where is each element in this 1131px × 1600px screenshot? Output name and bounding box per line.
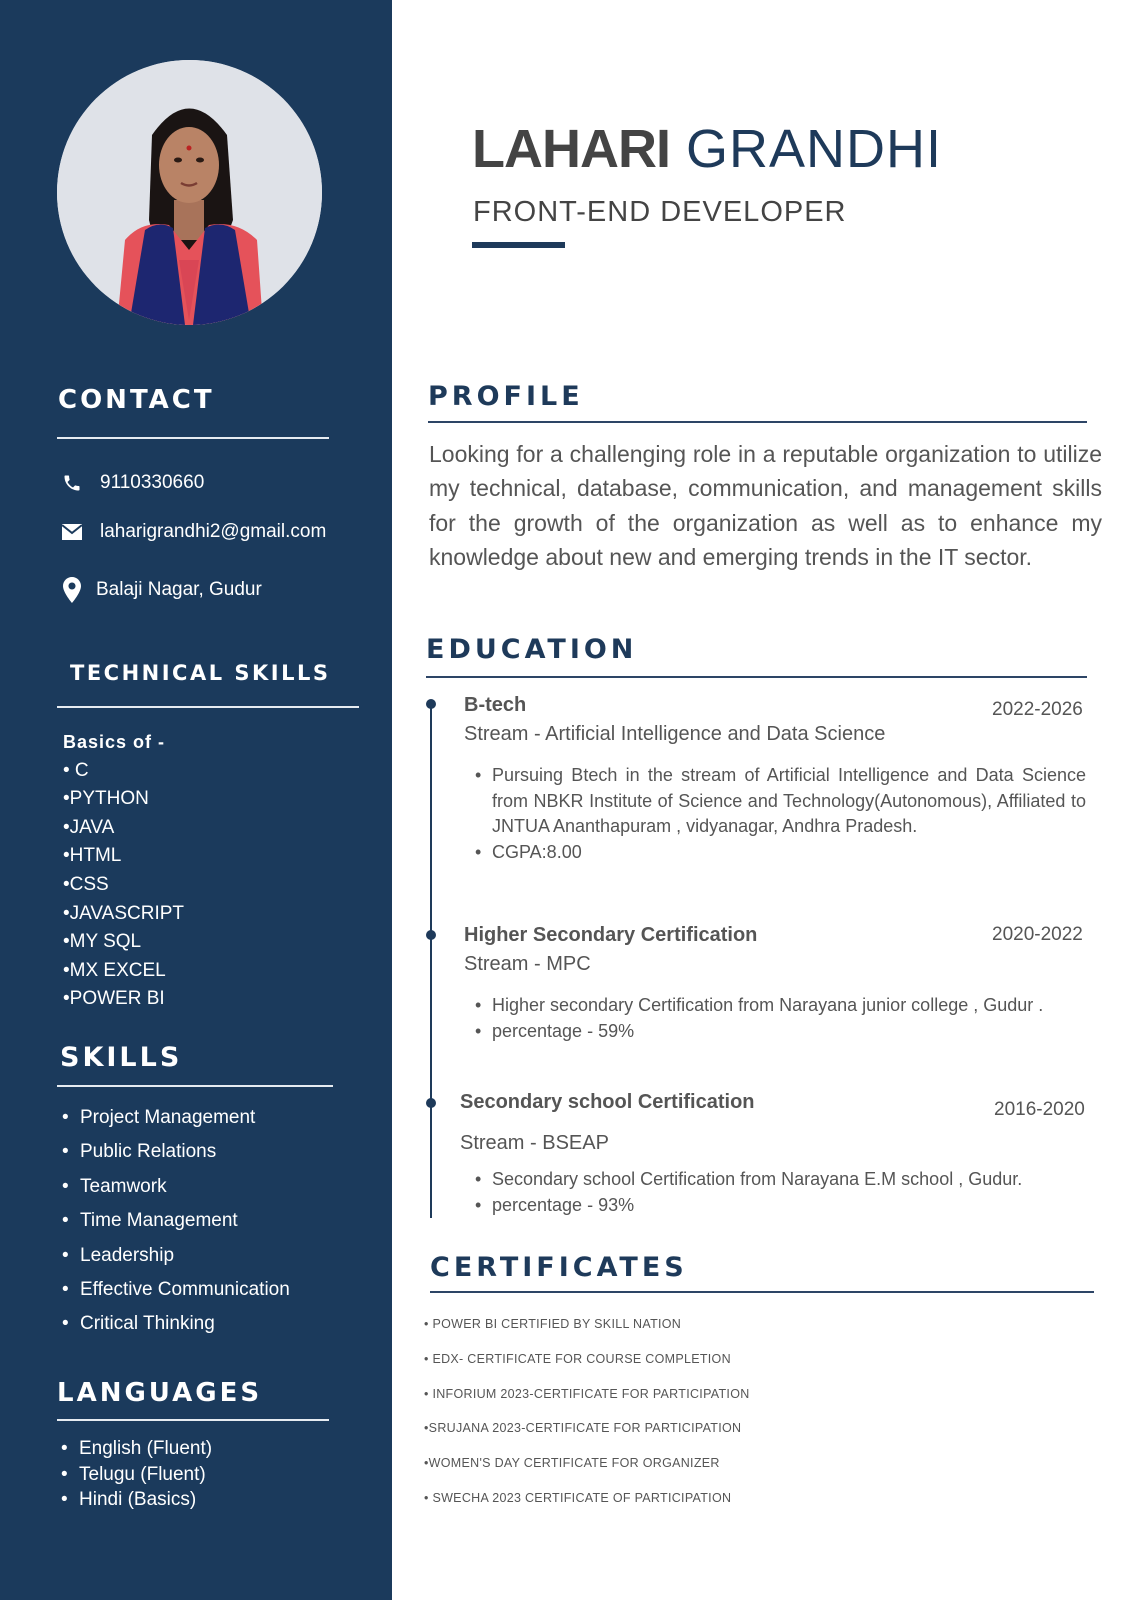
- profile-divider: [428, 421, 1087, 423]
- education-point: • percentage - 93%: [492, 1193, 1092, 1219]
- education-point: • CGPA:8.00: [492, 840, 1086, 866]
- education-years: 2016-2020: [994, 1099, 1085, 1120]
- skills-divider: [57, 1085, 333, 1087]
- timeline-dot: [426, 699, 436, 709]
- tech-skill-item: •MX EXCEL: [63, 959, 166, 981]
- education-divider: [426, 676, 1087, 678]
- timeline-dot: [426, 930, 436, 940]
- job-title: FRONT-END DEVELOPER: [473, 196, 847, 228]
- sidebar: [0, 0, 392, 1600]
- skills-heading: SKILLS: [60, 1042, 183, 1073]
- profile-summary: Looking for a challenging role in a reputable organization to utilize my technical, database, communication, and management skills for the growth of the organization as well as to enhance my knowledge about new and emerging trends in the IT sector.: [429, 441, 1102, 570]
- technical-skills-divider: [57, 706, 359, 708]
- education-timeline: [430, 700, 432, 1218]
- languages-list: [61, 1436, 212, 1513]
- tech-skill-item: •HTML: [63, 845, 122, 867]
- contact-address: [60, 578, 262, 602]
- education-title: Higher Secondary Certification: [464, 924, 758, 946]
- phone-icon: [60, 471, 84, 495]
- skill-item: • Time Management: [62, 1204, 290, 1238]
- profile-heading: PROFILE: [428, 381, 584, 412]
- contact-email[interactable]: [60, 520, 326, 544]
- tech-skill-item: •JAVASCRIPT: [63, 902, 185, 924]
- certificate-item: • EDX- CERTIFICATE FOR COURSE COMPLETION: [424, 1351, 731, 1366]
- tech-skill-item: • C: [63, 759, 89, 781]
- mail-icon: [60, 520, 84, 544]
- skill-item: • Project Management: [62, 1101, 290, 1135]
- language-item: • Hindi (Basics): [61, 1487, 212, 1513]
- education-heading: EDUCATION: [426, 634, 638, 665]
- skill-item: • Public Relations: [62, 1135, 290, 1169]
- education-title: B-tech: [464, 694, 527, 716]
- education-point: • percentage - 59%: [492, 1019, 1092, 1045]
- education-title: Secondary school Certification: [460, 1091, 755, 1113]
- certificate-item: •SRUJANA 2023-CERTIFICATE FOR PARTICIPATION: [424, 1421, 742, 1436]
- education-points: [492, 763, 1086, 865]
- technical-skills-list: [63, 728, 184, 1014]
- person-portrait-icon: [57, 60, 322, 325]
- first-name: LAHARI: [472, 119, 670, 179]
- skill-item: • Critical Thinking: [62, 1307, 290, 1341]
- education-stream: Stream - Artificial Intelligence and Data Science: [464, 723, 886, 745]
- tech-skill-item: •POWER BI: [63, 988, 165, 1010]
- language-item: • English (Fluent): [61, 1436, 212, 1462]
- education-points: [492, 1167, 1092, 1218]
- tech-skill-item: •CSS: [63, 873, 109, 895]
- education-years: 2022-2026: [992, 699, 1083, 720]
- tech-skill-item: •JAVA: [63, 816, 115, 838]
- last-name: GRANDHI: [686, 119, 943, 179]
- languages-divider: [57, 1419, 329, 1421]
- technical-skills-heading: TECHNICAL SKILLS: [70, 661, 331, 685]
- full-name: [472, 118, 942, 180]
- languages-heading: LANGUAGES: [57, 1378, 263, 1408]
- contact-heading: CONTACT: [58, 385, 215, 415]
- skill-item: • Teamwork: [62, 1170, 290, 1204]
- email-address: laharigrandhi2@gmail.com: [100, 521, 327, 542]
- certificate-item: • POWER BI CERTIFIED BY SKILL NATION: [424, 1317, 682, 1331]
- certificates-divider: [430, 1291, 1094, 1293]
- technical-skills-label: Basics of -: [63, 732, 166, 752]
- skills-list: [62, 1101, 290, 1342]
- education-stream: Stream - BSEAP: [460, 1132, 609, 1154]
- address-text: Balaji Nagar, Gudur: [96, 579, 262, 600]
- education-point: • Pursuing Btech in the stream of Artificial Intelligence and Data Science from NBKR Institute of Science and Technology(Autonomous), Affiliated to JNTUA Ananthapuram , vidyanagar, Andhra Pradesh.: [492, 763, 1086, 840]
- location-pin-icon: [60, 578, 84, 602]
- contact-phone[interactable]: [60, 471, 204, 495]
- skill-item: • Effective Communication: [62, 1273, 290, 1307]
- certificate-item: • SWECHA 2023 CERTIFICATE OF PARTICIPATION: [424, 1490, 732, 1505]
- tech-skill-item: •MY SQL: [63, 931, 142, 953]
- profile-photo: [57, 60, 322, 325]
- timeline-dot: [426, 1098, 436, 1108]
- certificates-heading: CERTIFICATES: [430, 1252, 688, 1283]
- phone-number: 9110330660: [100, 472, 205, 493]
- certificate-item: • INFORIUM 2023-CERTIFICATE FOR PARTICIPATION: [424, 1386, 750, 1401]
- certificates-list: [424, 1317, 750, 1526]
- education-point: • Secondary school Certification from Narayana E.M school , Gudur.: [492, 1167, 1092, 1193]
- education-stream: Stream - MPC: [464, 953, 591, 975]
- contact-divider: [57, 437, 329, 439]
- education-point: • Higher secondary Certification from Narayana junior college , Gudur .: [492, 993, 1092, 1019]
- education-points: [492, 993, 1092, 1044]
- language-item: • Telugu (Fluent): [61, 1462, 212, 1488]
- certificate-item: •WOMEN'S DAY CERTIFICATE FOR ORGANIZER: [424, 1456, 720, 1471]
- title-underline: [472, 242, 565, 248]
- education-years: 2020-2022: [992, 924, 1083, 945]
- skill-item: • Leadership: [62, 1239, 290, 1273]
- tech-skill-item: •PYTHON: [63, 788, 149, 810]
